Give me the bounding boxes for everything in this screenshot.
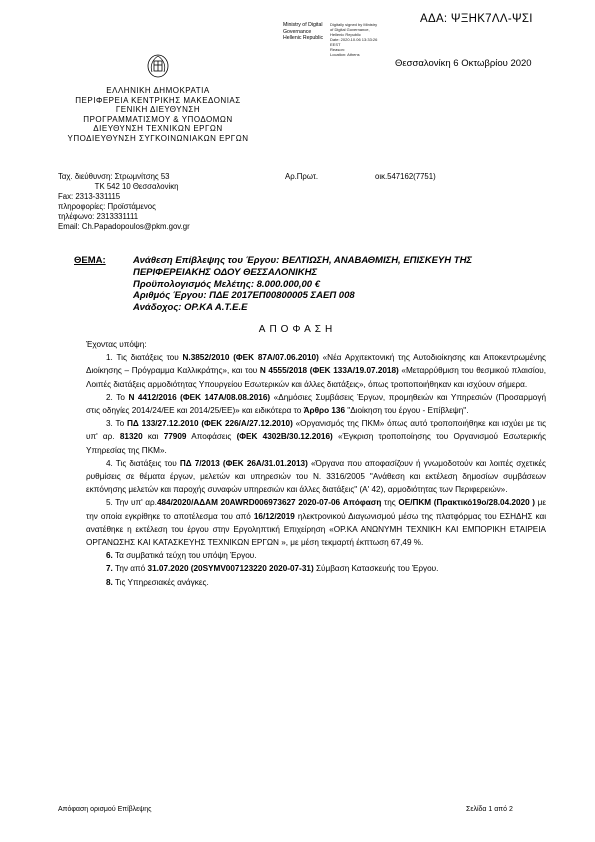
item-text: Τις Υπηρεσιακές ανάγκες.: [112, 577, 209, 587]
contact-block: [58, 172, 190, 232]
subject-label: ΘΕΜΑ:: [74, 255, 106, 266]
org-line: ΠΡΟΓΡΑΜΜΑΤΙΣΜΟΥ & ΥΠΟΔΟΜΩΝ: [83, 114, 233, 124]
org-line: ΓΕΝΙΚΗ ΔΙΕΥΘΥΝΣΗ: [115, 105, 201, 115]
law-reference: ΠΔ 133/27.12.2010 (ΦΕΚ 226/Α/27.12.2010): [126, 419, 293, 429]
org-line: ΔΙΕΥΘΥΝΣΗ ΤΕΧΝΙΚΩΝ ΕΡΓΩΝ: [93, 124, 223, 134]
protocol-label: Αρ.Πρωτ.: [285, 172, 319, 181]
org-line: ΠΕΡΙΦΕΡΕΙΑ ΚΕΝΤΡΙΚΗΣ ΜΑΚΕΔΟΝΙΑΣ: [75, 95, 241, 105]
footer-document-name: Απόφαση ορισμού Επίβλεψης: [58, 806, 152, 813]
item-text: Αποφάσεις: [186, 432, 237, 442]
signature-meta-line: Hellenic Republic: [330, 32, 361, 37]
item-text: Σύμβαση Κατασκευής του Έργου.: [313, 564, 439, 574]
item-1: [86, 351, 546, 391]
signature-meta-line: Date: 2020.10.06 13:33:26: [330, 37, 378, 42]
contract-reference: 31.07.2020 (20SYMV007123220 2020-07-31): [147, 564, 314, 574]
law-reference: ΠΔ 7/2013 (ΦΕΚ 26Α/31.01.2013): [179, 458, 308, 468]
signature-line: Governance: [283, 28, 312, 35]
law-reference: Ν 4555/2018 (ΦΕΚ 133Α/19.07.2018): [259, 366, 399, 376]
decision-reference: ΟΕ/ΠΚΜ (Πρακτικό19ο/28.04.2020 ): [398, 498, 535, 508]
signature-meta-line: EEST: [330, 42, 341, 47]
law-reference: Ν 4412/2016 (ΦΕΚ 147Α/08.08.2016): [128, 392, 271, 402]
item-text: 3. Το: [106, 419, 127, 429]
item-text: «Έγκριση τροποποίησης του Οργανισμού Εσωτερικής Υπηρεσίας της ΠΚΜ».: [86, 432, 547, 455]
item-5: [86, 496, 546, 549]
item-text: «Μεταρρύθμιση του θεσμικού πλαισίου, Λοιπές διατάξεις αρμοδιότητας Υπουργείου Εσωτερικών και άλλες διατάξεις», όπως τροποποιήθηκαν και ισχύουν σήμερα.: [86, 366, 546, 389]
footer-page-number: Σελίδα 1 από 2: [466, 806, 513, 813]
subject-line: Ανάδοχος: ΟΡ.ΚΑ Α.Τ.Ε.Ε: [133, 302, 248, 314]
item-text: 4. Τις διατάξεις του: [106, 458, 180, 468]
item-number: 8.: [106, 577, 113, 587]
tender-date: 16/12/2019: [253, 511, 295, 521]
item-text: με την οποία εγκρίθηκε το αποτέλεσμα του από: [86, 498, 546, 521]
contact-email: Email: Ch.Papadopoulos@pkm.gov.gr: [58, 222, 190, 231]
item-text: ηλεκτρονικού Διαγωνισμού μέσω της πλατφόρμας του ΕΣΗΔΗΣ και ανατέθηκε η εκτέλεση του έργου στην Εργοληπτική Επιχείρηση «ΟΡ.ΚΑ ΑΝΩΝΥΜΗ ΤΕΧΝΙΚΗ ΚΑΙ ΕΜΠΟΡΙΚΗ ΕΤΑΙΡΕΙΑ ΟΡΓΑΝΩΣΗΣ ΚΑΙ ΚΑΤΑΣΚΕΥΗΣ ΤΕΧΝΙΚΩΝ ΕΡΓΩΝ », με μέση τεκμαρτή έκπτωση 67,49 %.: [86, 511, 547, 548]
decision-title: ΑΠΟΦΑΣΗ: [258, 324, 337, 335]
item-text: «Όργανα που αποφασίζουν ή γνωμοδοτούν και λοιπές σχετικές ρυθμίσεις σε θέματα έργων, μελετών και υπηρεσιών του Ν. 3316/2005 "Ανάθεση και εκτέλεση δημοσίων συμβάσεων εκπόνησης μελετών και παροχής συναφών υπηρεσιών και άλλες διατάξεις" (Α' 42), αρμοδιότητας των Περιφερειών».: [86, 458, 546, 495]
item-text: 1. Τις διατάξεις του: [106, 353, 183, 363]
signature-line: Hellenic Republic: [283, 35, 324, 42]
item-number: 7.: [106, 564, 113, 574]
signature-line: Ministry of Digital: [283, 22, 323, 28]
decision-number: 77909: [163, 432, 187, 442]
item-7: [86, 562, 546, 575]
subject-line: Προϋπολογισμός Μελέτης: 8.000.000,00 €: [133, 278, 321, 290]
ada-code: ΑΔΑ: ΨΞΗΚ7ΛΛ-ΨΣΙ: [420, 13, 533, 25]
item-text: "Διοίκηση του έργου - Επίβλεψη".: [345, 406, 469, 416]
subject-block: [133, 255, 543, 314]
contact-address: Ταχ. διεύθυνση: Στρωμνίτσης 53: [58, 172, 170, 181]
digital-signature-label: [283, 22, 323, 42]
intro-text: Έχοντας υπόψη:: [86, 340, 147, 349]
digital-signature-meta: [330, 22, 377, 57]
decision-reference: 484/2020/ΑΔΑΜ 20AWRD006973627 2020-07-06 Απόφαση: [156, 498, 382, 508]
item-text: της: [381, 498, 399, 508]
item-2: [86, 391, 546, 417]
item-text: «Οργανισμός της ΠΚΜ» όπως αυτό τροποποιήθηκε και ισχύει με τις υπ' αρ.: [86, 419, 547, 442]
item-text: Την από: [112, 564, 148, 574]
signature-meta-line: Location: Athens: [330, 52, 360, 57]
subject-line: ΠΕΡΙΦΕΡΕΙΑΚΗΣ ΟΔΟΥ ΘΕΣΣΑΛΟΝΙΚΗΣ: [133, 266, 318, 278]
org-line: ΕΛΛΗΝΙΚΗ ΔΗΜΟΚΡΑΤΙΑ: [106, 86, 210, 95]
protocol-number: οικ.547162(7751): [375, 172, 436, 181]
item-number: 6.: [106, 551, 113, 561]
signature-meta-line: Reason:: [330, 47, 345, 52]
contact-postal: ΤΚ 542 10 Θεσσαλονίκη: [58, 182, 179, 191]
org-line: ΥΠΟΔΙΕΥΘΥΝΣΗ ΣΥΓΚΟΙΝΩΝΙΑΚΩΝ ΕΡΓΩΝ: [67, 133, 249, 143]
contact-fax: Fax: 2313-331115: [58, 192, 121, 201]
signature-meta-line: Digitally signed by Ministry: [330, 22, 378, 27]
item-text: «Νέα Αρχιτεκτονική της Αυτοδιοίκησης και Αποκεντρωμένης Διοίκησης – Πρόγραμμα Καλλικράτης», και του: [86, 353, 546, 376]
item-text: «Δημόσιες Συμβάσεις Έργων, προμηθειών και Υπηρεσιών (Προσαρμογή στις οδηγίες 2014/24/ΕΕ και 2014/25/ΕΕ)» και ειδικότερα το: [86, 392, 546, 416]
document-date: Θεσσαλονίκη 6 Οκτωβρίου 2020: [395, 58, 532, 69]
subject-line: Αριθμός Έργου: ΠΔΕ 2017ΕΠ00800005 ΣΑΕΠ 008: [133, 290, 355, 302]
contact-info: πληροφορίες: Προϊστάμενος: [58, 202, 156, 211]
item-6: [86, 549, 546, 562]
item-text: και: [142, 432, 164, 442]
contact-phone: τηλέφωνο: 2313331111: [58, 212, 139, 221]
item-4: [86, 457, 546, 497]
item-text: 2. Το: [106, 392, 129, 402]
law-reference: Ν.3852/2010 (ΦΕΚ 87Α/07.06.2010): [182, 353, 319, 363]
hellenic-emblem-icon: [146, 52, 170, 78]
item-3: [86, 417, 546, 457]
decision-body: [86, 338, 546, 589]
item-text: Τα συμβατικά τεύχη του υπόψη Έργου.: [112, 551, 257, 561]
article-reference: Άρθρο 136: [303, 406, 346, 416]
subject-line: Ανάθεση Επίβλεψης του Έργου: ΒΕΛΤΙΩΣΗ, ΑΝΑΒΑΘΜΙΣΗ, ΕΠΙΣΚΕΥΗ ΤΗΣ: [133, 255, 473, 266]
signature-meta-line: of Digital Governance,: [330, 27, 370, 32]
organization-header: [40, 86, 276, 144]
decision-number: 81320: [119, 432, 143, 442]
law-reference: (ΦΕΚ 4302Β/30.12.2016): [236, 432, 333, 442]
item-8: [86, 576, 546, 589]
item-text: 5. Την υπ' αρ.: [106, 498, 157, 508]
